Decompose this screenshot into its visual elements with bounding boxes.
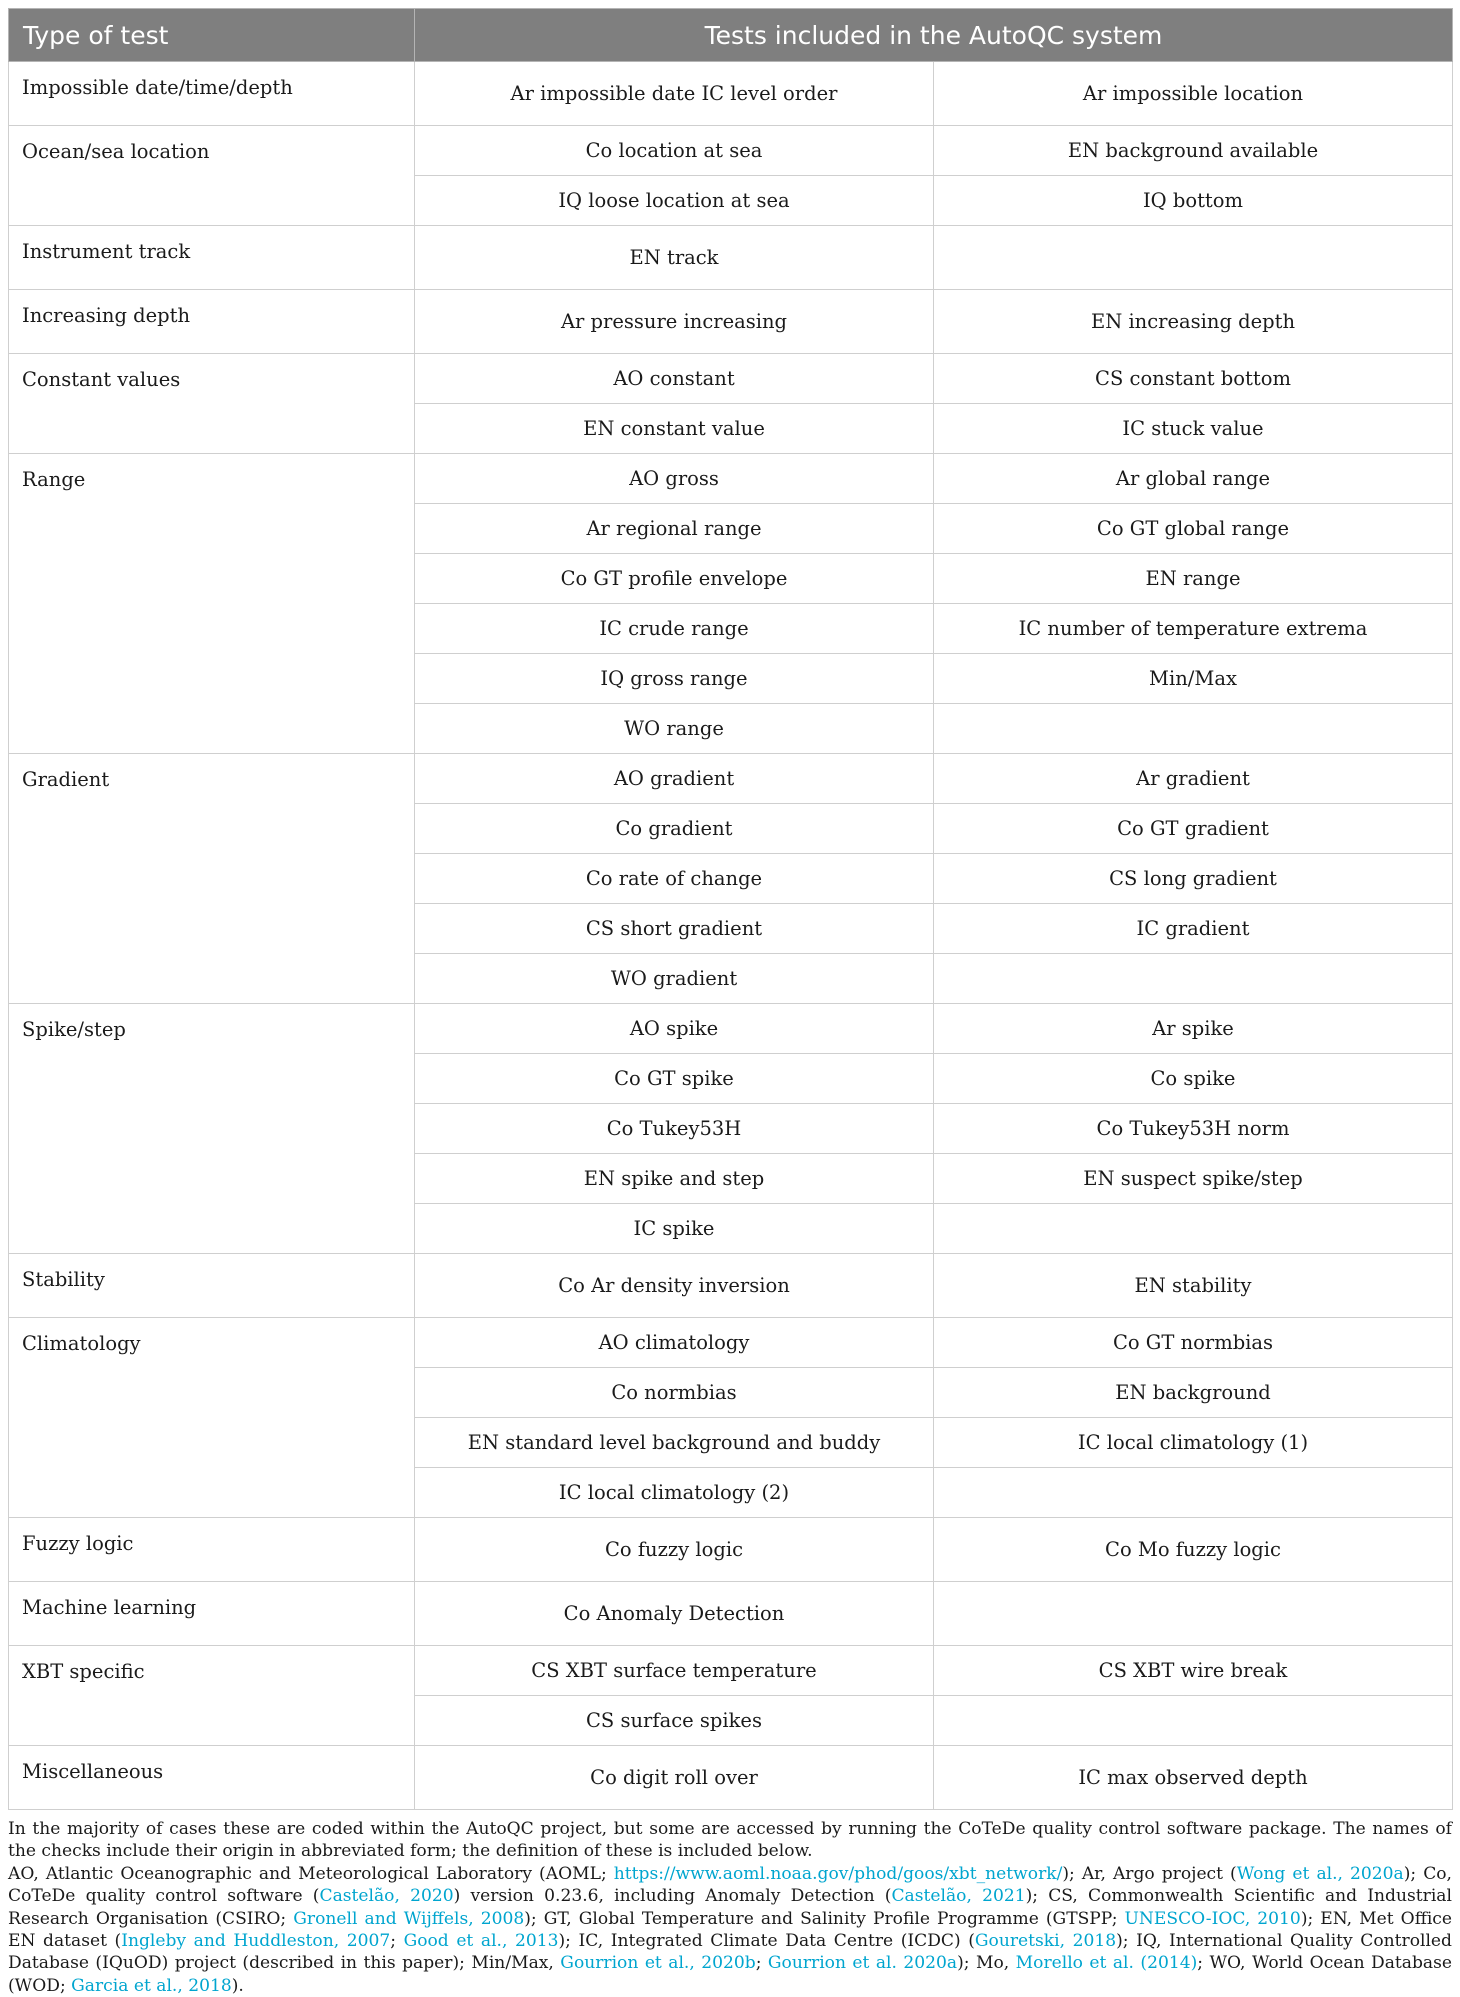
test-cell: Co Tukey53H norm — [934, 1104, 1453, 1154]
test-cell: AO gradient — [415, 754, 934, 804]
test-cell: EN suspect spike/step — [934, 1154, 1453, 1204]
test-cell — [934, 1696, 1453, 1746]
footnote-text: AO, Atlantic Oceanographic and Meteorological Laboratory (AOML; — [8, 1863, 614, 1884]
test-cell — [934, 1204, 1453, 1254]
test-cell: EN standard level background and buddy — [415, 1418, 934, 1468]
test-cell — [934, 704, 1453, 754]
table-row — [9, 1582, 1453, 1646]
category-cell: Spike/step — [9, 1004, 415, 1254]
table-row — [9, 354, 1453, 404]
test-cell: Co gradient — [415, 804, 934, 854]
footnote-text: ); IC, Integrated Climate Data Centre (ICDC) ( — [558, 1931, 975, 1952]
test-cell: CS short gradient — [415, 904, 934, 954]
test-cell — [934, 954, 1453, 1004]
test-cell: Ar gradient — [934, 754, 1453, 804]
reference-link[interactable]: Castelão, 2020 — [319, 1886, 454, 1907]
test-cell: CS XBT wire break — [934, 1646, 1453, 1696]
table-row — [9, 1746, 1453, 1810]
table-row — [9, 226, 1453, 290]
reference-link[interactable]: Castelão, 2021 — [891, 1886, 1026, 1907]
footnote-text: ); IQ, International Quality Controlled Database (IQuOD) project (described in this paper); Min/Max, — [8, 1931, 1452, 1974]
test-cell: IC local climatology (1) — [934, 1418, 1453, 1468]
test-cell — [934, 226, 1453, 290]
footnote-text: ); Ar, Argo project ( — [1062, 1863, 1237, 1884]
test-cell: IC crude range — [415, 604, 934, 654]
test-cell: AO gross — [415, 454, 934, 504]
table-row — [9, 454, 1453, 504]
category-cell: Fuzzy logic — [9, 1518, 415, 1582]
table-row — [9, 1254, 1453, 1318]
category-cell: Gradient — [9, 754, 415, 1004]
reference-link[interactable]: Gouretski, 2018 — [974, 1931, 1117, 1952]
category-cell: Range — [9, 454, 415, 754]
category-cell: Constant values — [9, 354, 415, 454]
test-cell — [934, 1468, 1453, 1518]
header-tests-included: Tests included in the AutoQC system — [415, 9, 1453, 62]
test-cell: CS constant bottom — [934, 354, 1453, 404]
test-cell: Co normbias — [415, 1368, 934, 1418]
test-cell: Co GT profile envelope — [415, 554, 934, 604]
table-row — [9, 1518, 1453, 1582]
test-cell: Co GT normbias — [934, 1318, 1453, 1368]
footnote-text: ). — [231, 1975, 244, 1996]
reference-link[interactable]: Garcia et al., 2018 — [71, 1975, 232, 1996]
table-row — [9, 1646, 1453, 1696]
test-cell: EN track — [415, 226, 934, 290]
reference-link[interactable]: Gourrion et al., 2020b — [560, 1953, 756, 1974]
table-figure — [8, 8, 1452, 1997]
test-cell: WO range — [415, 704, 934, 754]
test-cell: Co Anomaly Detection — [415, 1582, 934, 1646]
table-row — [9, 1318, 1453, 1368]
footnote-definitions — [8, 1863, 1452, 1997]
test-cell: Co spike — [934, 1054, 1453, 1104]
test-cell: Co digit roll over — [415, 1746, 934, 1810]
qc-tests-table — [8, 8, 1453, 1810]
test-cell: IC stuck value — [934, 404, 1453, 454]
test-cell: IC max observed depth — [934, 1746, 1453, 1810]
test-cell: AO spike — [415, 1004, 934, 1054]
test-cell: IC local climatology (2) — [415, 1468, 934, 1518]
category-cell: Increasing depth — [9, 290, 415, 354]
reference-link[interactable]: Ingleby and Huddleston, 2007 — [121, 1931, 391, 1952]
test-cell: Co location at sea — [415, 126, 934, 176]
test-cell: EN spike and step — [415, 1154, 934, 1204]
test-cell: Co fuzzy logic — [415, 1518, 934, 1582]
test-cell: Ar spike — [934, 1004, 1453, 1054]
test-cell: Ar pressure increasing — [415, 290, 934, 354]
table-header — [9, 9, 1453, 62]
test-cell: Co GT gradient — [934, 804, 1453, 854]
category-cell: Impossible date/time/depth — [9, 62, 415, 126]
category-cell: Ocean/sea location — [9, 126, 415, 226]
category-cell: Miscellaneous — [9, 1746, 415, 1810]
table-row — [9, 126, 1453, 176]
reference-link[interactable]: https://www.aoml.noaa.gov/phod/goos/xbt_network/ — [613, 1863, 1063, 1884]
test-cell: IC spike — [415, 1204, 934, 1254]
test-cell: Co Ar density inversion — [415, 1254, 934, 1318]
test-cell: EN constant value — [415, 404, 934, 454]
test-cell: Ar global range — [934, 454, 1453, 504]
category-cell: Climatology — [9, 1318, 415, 1518]
test-cell: Ar impossible date IC level order — [415, 62, 934, 126]
test-cell: EN stability — [934, 1254, 1453, 1318]
footnote-intro: In the majority of cases these are coded within the AutoQC project, but some are accessed by running the CoTeDe quality control software package. The names of the checks include their origin in abbreviated form; the definition of these is included below. — [8, 1819, 1452, 1862]
footnote-text: ; — [755, 1953, 768, 1974]
test-cell: AO constant — [415, 354, 934, 404]
reference-link[interactable]: UNESCO-IOC, 2010 — [1124, 1908, 1301, 1929]
test-cell — [934, 1582, 1453, 1646]
category-cell: Machine learning — [9, 1582, 415, 1646]
table-body — [9, 62, 1453, 1810]
test-cell: IQ bottom — [934, 176, 1453, 226]
header-type-of-test: Type of test — [9, 9, 415, 62]
test-cell: Ar impossible location — [934, 62, 1453, 126]
table-row — [9, 62, 1453, 126]
reference-link[interactable]: Gronell and Wijffels, 2008 — [293, 1908, 525, 1929]
test-cell: EN background available — [934, 126, 1453, 176]
test-cell: EN increasing depth — [934, 290, 1453, 354]
table-row — [9, 1004, 1453, 1054]
test-cell: EN range — [934, 554, 1453, 604]
footnote-text: ) version 0.23.6, including Anomaly Detection ( — [453, 1886, 892, 1907]
reference-link[interactable]: Gourrion et al. 2020a — [767, 1953, 958, 1974]
reference-link[interactable]: Morello et al. (2014) — [1015, 1953, 1198, 1974]
test-cell: AO climatology — [415, 1318, 934, 1368]
test-cell: Min/Max — [934, 654, 1453, 704]
test-cell: Co Mo fuzzy logic — [934, 1518, 1453, 1582]
reference-link[interactable]: Wong et al., 2020a — [1236, 1863, 1404, 1884]
category-cell: XBT specific — [9, 1646, 415, 1746]
test-cell: Co rate of change — [415, 854, 934, 904]
test-cell: IC number of temperature extrema — [934, 604, 1453, 654]
test-cell: IQ gross range — [415, 654, 934, 704]
table-footnote — [8, 1818, 1452, 1997]
table-row — [9, 754, 1453, 804]
footnote-text: ); GT, Global Temperature and Salinity Profile Programme (GTSPP; — [524, 1908, 1125, 1929]
test-cell: Co GT global range — [934, 504, 1453, 554]
category-cell: Instrument track — [9, 226, 415, 290]
category-cell: Stability — [9, 1254, 415, 1318]
footnote-text: ); EN, Met Office EN dataset ( — [8, 1908, 1453, 1952]
test-cell: IQ loose location at sea — [415, 176, 934, 226]
test-cell: Co GT spike — [415, 1054, 934, 1104]
test-cell: CS long gradient — [934, 854, 1453, 904]
footnote-text: ; — [390, 1931, 404, 1952]
test-cell: Co Tukey53H — [415, 1104, 934, 1154]
footnote-text: ); Co, CoTeDe quality control software ( — [8, 1863, 1452, 1907]
footnote-text: ); Mo, — [957, 1953, 1016, 1974]
reference-link[interactable]: Good et al., 2013 — [403, 1931, 559, 1952]
test-cell: Ar regional range — [415, 504, 934, 554]
test-cell: EN background — [934, 1368, 1453, 1418]
test-cell: CS XBT surface temperature — [415, 1646, 934, 1696]
footnote-text: ); CS, Commonwealth Scientific and Industrial Research Organisation (CSIRO; — [8, 1886, 1452, 1929]
test-cell: IC gradient — [934, 904, 1453, 954]
table-row — [9, 290, 1453, 354]
test-cell: CS surface spikes — [415, 1696, 934, 1746]
footnote-text: ; WO, World Ocean Database (WOD; — [8, 1953, 1453, 1996]
test-cell: WO gradient — [415, 954, 934, 1004]
